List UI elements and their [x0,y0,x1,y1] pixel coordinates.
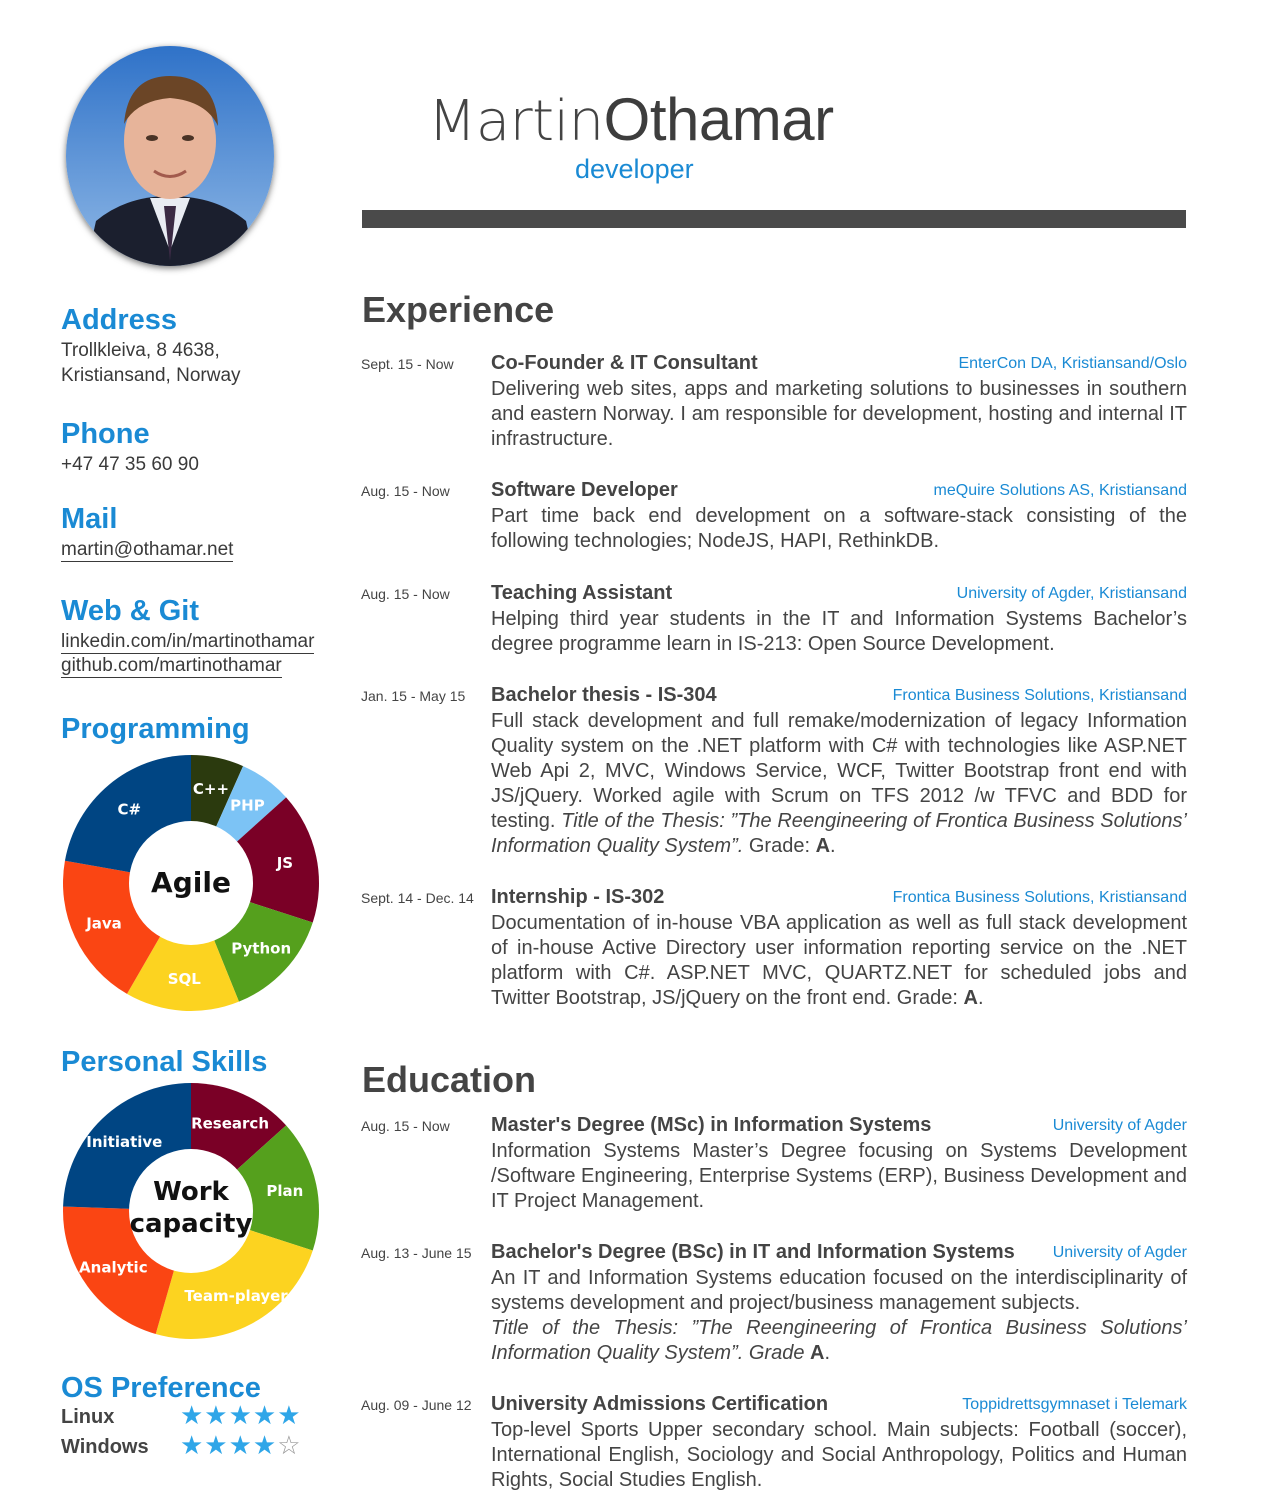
skills-heading: Personal Skills [61,1046,268,1078]
entry-title: Bachelor thesis - IS-304 [491,684,717,706]
programming-label-c-: C++ [192,780,230,799]
last-name: Othamar [603,86,834,153]
full-name [428,80,834,162]
phone-heading: Phone [61,418,150,450]
skills-label-research: Research [191,1114,270,1133]
os-name-linux: Linux [61,1406,115,1428]
first-name: Martin [428,89,604,154]
header-divider [362,210,1186,228]
phone-number: +47 47 35 60 90 [61,454,199,475]
entry-title: Teaching Assistant [491,582,673,604]
star-filled-icon: ★★★★★ [180,1400,302,1430]
programming-center-label: Agile [151,866,231,899]
grade-value: A [963,987,978,1009]
programming-label-c-: C# [117,800,142,819]
entry-date: Jan. 15 - May 15 [361,688,466,704]
job-subtitle: developer [575,154,694,184]
entry-organization: Frontica Business Solutions, Kristiansand [892,687,1187,704]
address-heading: Address [61,304,178,336]
entry-description-text: An IT and Information Systems education focused on the interdisciplinarity of systems development and project/business management subjects. [491,1267,1187,1314]
entry-description: Information Systems Master’s Degree focusing on Systems Development /Software Engineering, Enterprise Systems (ERP), Business Development and IT Project Management. [491,1140,1187,1212]
skills-label-initiative: Initiative [86,1132,163,1151]
programming-label-python: Python [231,939,292,958]
entry-date: Aug. 13 - June 15 [361,1245,472,1261]
grade-value: A [810,1342,825,1364]
entry-title: Co-Founder & IT Consultant [491,352,758,374]
os-rating-linux [180,1400,302,1431]
linkedin-link[interactable]: linkedin.com/in/martinothamar [61,631,315,652]
entry-description: Part time back end development on a software-stack consisting of the following technologies; NodeJS, HAPI, RethinkDB. [491,505,1187,552]
entry-organization: Frontica Business Solutions, Kristiansand [892,889,1187,906]
experience-heading: Experience [362,289,555,330]
entry-organization: University of Agder [1052,1244,1187,1261]
entry-title: Bachelor's Degree (BSc) in IT and Information Systems [491,1241,1015,1263]
grade-label: Grade: [896,987,958,1009]
entry-organization: University of Agder, Kristiansand [956,585,1187,602]
entry-date: Sept. 14 - Dec. 14 [361,890,474,906]
os-rating-windows [180,1430,302,1461]
entry-title: Master's Degree (MSc) in Information Systems [491,1114,932,1136]
mail-link[interactable]: martin@othamar.net [61,539,234,560]
star-empty-icon: ☆ [277,1430,302,1460]
grade-label: Grade: [748,835,811,857]
github-link[interactable]: github.com/martinothamar [61,655,282,676]
entry-description: Documentation of in-house VBA application as well as full stack development of in-house Active Directory user information reporting service on the .NET platform with C#. ASP.NET MVC, QUARTZ.NET for scheduled jobs and Twitter Bootstrap, JS/jQuery on the front end. Grade: A. [491,912,1187,1009]
entry-title: Software Developer [491,479,678,501]
grade-value: A [815,835,831,857]
skills-label-team-player: Team-player [184,1286,288,1305]
mail-heading: Mail [61,503,118,535]
programming-label-js: JS [276,854,294,873]
entry-description: Helping third year students in the IT and Information Systems Bachelor’s degree programme learn in IS-213: Open Source Development. [491,608,1187,655]
entry-description: Top-level Sports Upper secondary school. Main subjects: Football (soccer), International English, Sociology and Social Anthropology, Politics and Human Rights, Social Studies English. [491,1419,1187,1491]
programming-label-java: Java [86,914,122,933]
star-filled-icon: ★★★★ [180,1430,278,1460]
skills-label-analytic: Analytic [79,1258,148,1277]
skills-center-line1: Work [153,1177,229,1207]
programming-donut-chart [60,752,322,1014]
entry-title: Internship - IS-302 [491,886,665,908]
os-name-windows: Windows [61,1436,149,1458]
entry-description: Full stack development and full remake/modernization of legacy Information Quality system on the .NET platform with C# with technologies like ASP.NET Web Api 2, MVC, Windows Service, WCF, Twitter Bootstrap front end with JS/jQuery. Worked agile with Scrum on TFS 2012 /w TFVC and BDD for testing. Title of the Thesis: ”The Reengineering of Frontica Business Solutions’ Information Quality System”. Grade: A. [491,710,1187,857]
education-heading: Education [362,1059,537,1100]
entry-date: Aug. 15 - Now [361,483,450,499]
skills-label-plan: Plan [266,1182,304,1201]
programming-heading: Programming [61,713,250,745]
address-text [61,338,241,388]
entry-organization: meQuire Solutions AS, Kristiansand [933,482,1187,499]
entry-description: An IT and Information Systems education focused on the interdisciplinarity of systems development and project/business management subjects. Title of the Thesis: ”The Reengineering of Frontica Business Solutions’ Information Quality System”. Grade A. [491,1267,1187,1364]
programming-label-sql: SQL [167,969,201,988]
programming-label-php: PHP [230,796,265,815]
entry-organization: Toppidrettsgymnaset i Telemark [962,1396,1187,1413]
address-line1: Trollkleiva, 8 4638, [61,340,220,361]
entry-date: Aug. 15 - Now [361,1118,450,1134]
skills-donut-chart [60,1080,322,1342]
entry-description-text: Documentation of in-house VBA application as well as full stack development of in-house Active Directory user information reporting service on the .NET platform with C#. ASP.NET MVC, QUARTZ.NET for scheduled jobs and Twitter Bootstrap, JS/jQuery on the front end. [491,912,1187,1009]
entry-description-text: Full stack development and full remake/modernization of legacy Information Quality system on the .NET platform with C# with technologies like ASP.NET Web Api 2, MVC, Windows Service, WCF, Twitter Bootstrap front end with JS/jQuery. Worked agile with Scrum on TFS 2012 /w TFVC and BDD for testing. [491,710,1187,832]
entry-title: University Admissions Certification [491,1393,829,1415]
entry-date: Aug. 09 - June 12 [361,1397,472,1413]
thesis-title: Title of the Thesis: ”The Reengineering of Frontica Business Solutions’ Information Quality System”. [491,810,1187,857]
entry-organization: University of Agder [1052,1117,1187,1134]
thesis-title: Title of the Thesis: ”The Reengineering of Frontica Business Solutions’ Information Quality System”. Grade [491,1317,1187,1364]
entry-description: Delivering web sites, apps and marketing solutions to businesses in southern and eastern Norway. I am responsible for development, hosting and internal IT infrastructure. [491,378,1187,450]
address-line2: Kristiansand, Norway [61,365,241,386]
entry-organization: EnterCon DA, Kristiansand/Oslo [958,355,1187,372]
entry-date: Sept. 15 - Now [361,356,454,372]
entry-date: Aug. 15 - Now [361,586,450,602]
profile-photo [66,46,274,266]
os-heading: OS Preference [61,1372,261,1404]
skills-center-line2: capacity [129,1209,253,1239]
web-heading: Web & Git [61,595,200,627]
